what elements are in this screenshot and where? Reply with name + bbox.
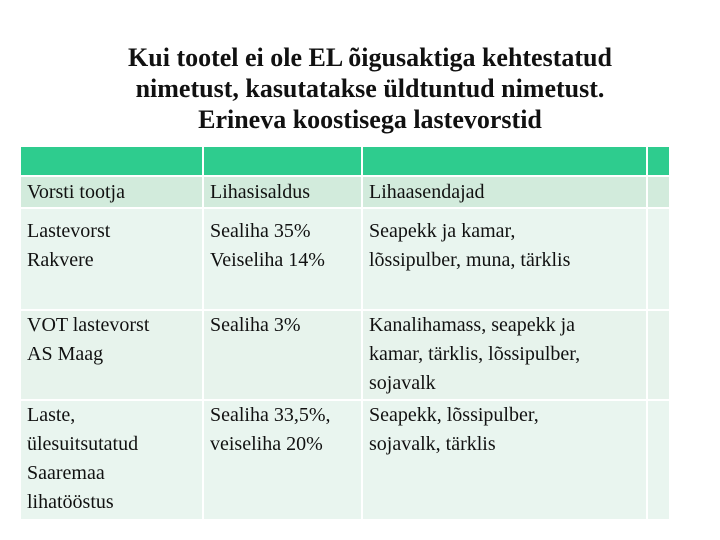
cell-line: Laste,: [27, 404, 76, 426]
producer-cell: [20, 208, 203, 310]
cell-line: Veiseliha 14%: [210, 249, 325, 271]
cell-line: Seapekk ja kamar,: [369, 220, 516, 242]
header-band-cell: [362, 146, 647, 176]
title-line-3: Erineva koostisega lastevorstid: [198, 105, 542, 134]
table-row: [20, 208, 670, 310]
cell-line: lõssipulber, muna, tärklis: [369, 249, 571, 271]
cell-line: Kanalihamass, seapekk ja: [369, 314, 576, 336]
cell-line: Rakvere: [27, 249, 94, 271]
cell-line: lihatööstus: [27, 491, 114, 513]
producer-cell: [20, 400, 203, 520]
slide-title: [60, 42, 680, 135]
substitutes-cell: [362, 400, 647, 520]
substitutes-cell: [362, 208, 647, 310]
table-header-band: [20, 146, 670, 176]
title-line-1: Kui tootel ei ole EL õigusaktiga kehtestatud: [128, 43, 612, 72]
cell-line: kamar, tärklis, lõssipulber,: [369, 343, 581, 365]
sausage-comparison-table: [19, 145, 671, 521]
table-row: [20, 310, 670, 400]
column-header-substitutes: Lihaasendajad: [362, 176, 647, 208]
cell-line: Seapekk, lõssipulber,: [369, 404, 539, 426]
cell-line: sojavalk, tärklis: [369, 433, 496, 455]
meat-content-cell: [203, 310, 362, 400]
table-row: [20, 400, 670, 520]
empty-cell: [647, 400, 670, 520]
cell-line: AS Maag: [27, 343, 104, 365]
empty-cell: [647, 176, 670, 208]
cell-line: Sealiha 33,5%,: [210, 404, 331, 426]
column-header-producer: Vorsti tootja: [20, 176, 203, 208]
meat-content-cell: [203, 400, 362, 520]
header-band-cell: [647, 146, 670, 176]
cell-line: Sealiha 3%: [210, 314, 301, 336]
cell-line: VOT lastevorst: [27, 314, 150, 336]
empty-cell: [647, 310, 670, 400]
cell-line: veiseliha 20%: [210, 433, 323, 455]
cell-line: Saaremaa: [27, 462, 105, 484]
column-header-row: [20, 176, 670, 208]
producer-cell: [20, 310, 203, 400]
cell-line: Sealiha 35%: [210, 220, 311, 242]
title-line-2: nimetust, kasutatakse üldtuntud nimetust.: [135, 74, 605, 103]
meat-content-cell: [203, 208, 362, 310]
cell-line: sojavalk: [369, 372, 436, 394]
cell-line: ülesuitsutatud: [27, 433, 139, 455]
header-band-cell: [203, 146, 362, 176]
header-band-cell: [20, 146, 203, 176]
substitutes-cell: [362, 310, 647, 400]
cell-line: Lastevorst: [27, 220, 111, 242]
empty-cell: [647, 208, 670, 310]
column-header-meat-content: Lihasisaldus: [203, 176, 362, 208]
